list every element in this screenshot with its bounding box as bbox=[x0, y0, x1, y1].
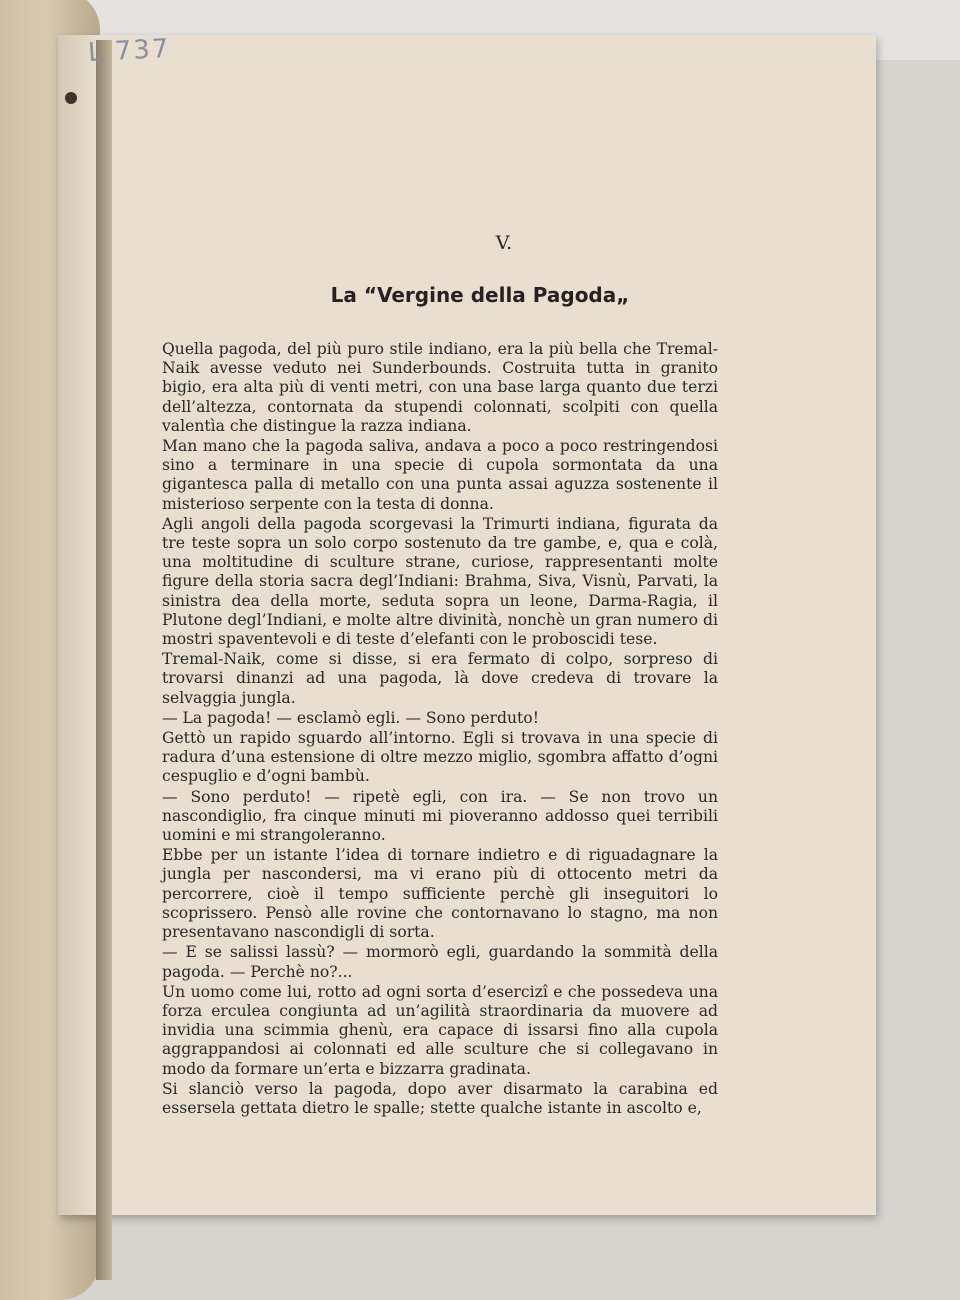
paragraph: — Sono perduto! — ripetè egli, con ira. — Se non trovo un nascondiglio, fra cinque minuti mi pioveranno addosso quei terribili uomini e mi strangoleranno. bbox=[162, 787, 718, 845]
paragraph: — E se salissi lassù? — mormorò egli, guardando la sommità della pagoda. — Perchè no?... bbox=[162, 943, 718, 981]
paragraph: Ebbe per un istante l’idea di tornare indietro e di riguadagnare la jungla per nascondersi, ma vi erano più di ottocento metri da percorrere, cioè il tempo sufficiente perchè gli inseguitori lo scoprissero. Pensò alle rovine che contornavano lo stagno, ma non presentavano nascondigli di sorta. bbox=[162, 846, 718, 942]
paragraph: Tremal-Naik, come si disse, si era fermato di colpo, sorpreso di trovarsi dinanzi ad una pagoda, là dove credeva di trovare la selvaggia jungla. bbox=[162, 650, 718, 707]
paragraph: Si slanciò verso la pagoda, dopo aver disarmato la carabina ed essersela gettata dietro le spalle; stette qualche istante in ascolto e, bbox=[162, 1079, 718, 1117]
paragraph: — La pagoda! — esclamò egli. — Sono perduto! bbox=[162, 708, 539, 727]
paragraph: Un uomo come lui, rotto ad ogni sorta d’esercizî e che possedeva una forza erculea congiunta ad un’agilità straordinaria da muovere ad invidia una scimmia ghenù, era capace di issarsi fino alla cupola aggrappandosi ai colonnati ed alle sculture che si collegavano in modo da formare un’erta e bizzarra gradinata. bbox=[162, 982, 718, 1078]
chapter-number: V. bbox=[495, 232, 513, 254]
chapter-title: La “Vergine della Pagoda„ bbox=[330, 283, 630, 307]
body-text bbox=[148, 340, 718, 1119]
paragraph: Gettò un rapido sguardo all’intorno. Egli si trovava in una specie di radura d’una estensione di oltre mezzo miglio, sgombra affatto d’ogni cespuglio e d’ogni bambù. bbox=[162, 729, 718, 786]
paragraph: Man mano che la pagoda saliva, andava a poco a poco restringendosi sino a terminare in una specie di cupola sormontata da una gigantesca palla di metallo con una punta assai aguzza sostenente il misterioso serpente con la testa di donna. bbox=[162, 437, 718, 513]
handwritten-mark: L 737 bbox=[87, 33, 172, 69]
paragraph: Agli angoli della pagoda scorgevasi la Trimurti indiana, figurata da tre teste sopra un solo corpo sostenuto da tre gambe, e, qua e colà, una moltitudine di sculture strane, curiose, rappresentanti molte figure della storia sacra degl’Indiani: Brahma, Siva, Visnù, Parvati, la sinistra dea della morte, seduta sopra un leone, Darma-Ragia, il Plutone degl’Indiani, e molte altre divinità, nonchè un gran numero di mostri spaventevoli e di teste d’elefanti con le proboscidi tese. bbox=[162, 514, 718, 649]
paragraph: Quella pagoda, del più puro stile indiano, era la più bella che Tremal-Naik avesse veduto nei Sunderbounds. Costruita tutta in granito bigio, era alta più di venti metri, con una base larga quanto due terzi dell’altezza, contornata da stupendi colonnati, scolpiti con quella valentìa che distingue la razza indiana. bbox=[162, 340, 718, 435]
staple bbox=[65, 92, 77, 104]
book-gutter bbox=[96, 40, 112, 1280]
